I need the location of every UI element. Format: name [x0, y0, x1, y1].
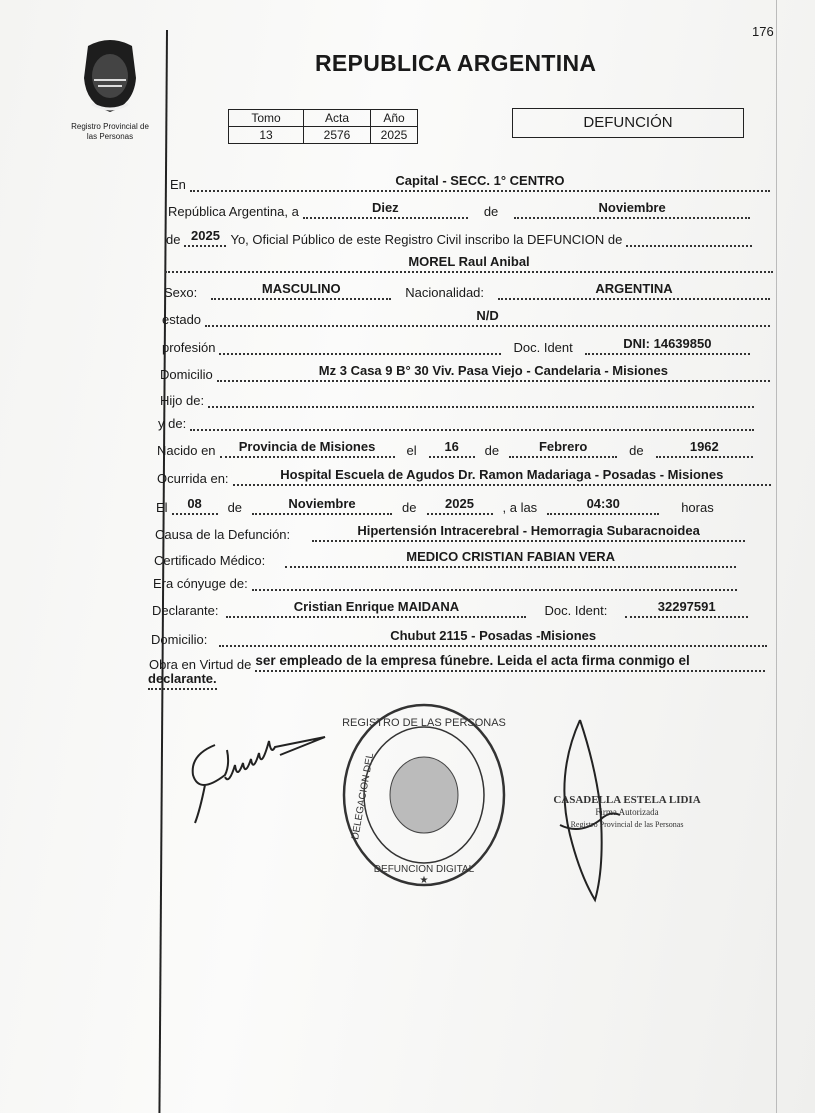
father-field — [208, 388, 754, 408]
acta-value: 2576 — [304, 127, 371, 144]
document-title: REPUBLICA ARGENTINA — [315, 50, 597, 76]
label: Nacido en — [157, 443, 216, 458]
row-sex — [164, 280, 774, 300]
birth-month-field: Febrero — [509, 438, 617, 458]
label: de — [402, 500, 417, 515]
svg-text:DEFUNCION DIGITAL: DEFUNCION DIGITAL — [373, 864, 475, 875]
row-virtue-2 — [148, 670, 248, 690]
label: Obra en Virtud de — [149, 657, 252, 672]
row-cause — [155, 522, 749, 542]
row-virtue — [149, 652, 769, 672]
label: Ocurrida en: — [157, 471, 229, 486]
death-month-field: Noviembre — [252, 495, 392, 515]
label: y de: — [158, 416, 187, 431]
official-seal — [338, 700, 510, 890]
label: Domicilio — [160, 367, 213, 382]
label: Sexo: — [164, 285, 198, 300]
official-stamp: CASADELLA ESTELA LIDIA Firma Autorizada Registro Provincial de las Personas — [553, 794, 701, 829]
svg-text:DELEGACION DEL: DELEGACION DEL — [350, 752, 377, 841]
label: Yo, Oficial Público de este Registro Civil inscribo la DEFUNCION de — [230, 232, 623, 247]
reference-table — [228, 109, 418, 144]
anio-value: 2025 — [371, 127, 418, 144]
declarant-signature — [185, 715, 335, 830]
virtue-field: ser empleado de la empresa fúnebre. Leida el acta firma conmigo el — [255, 652, 765, 672]
label: de — [484, 443, 500, 458]
row-declarant — [152, 598, 752, 618]
tomo-header: Tomo — [229, 110, 304, 127]
label: República Argentina, a — [168, 204, 299, 219]
row-declarant-address — [151, 627, 771, 647]
death-year-field: 2025 — [427, 495, 493, 515]
document-field: DNI: 14639850 — [585, 335, 750, 355]
address-field: Mz 3 Casa 9 B° 30 Viv. Pasa Viejo - Candelaria - Misiones — [217, 362, 770, 382]
label: Hijo de: — [160, 393, 205, 408]
sex-field: MASCULINO — [211, 280, 391, 300]
label: Domicilio: — [151, 632, 208, 647]
year-field: 2025 — [184, 227, 226, 247]
label: de — [629, 443, 644, 458]
label: Era cónyuge de: — [153, 576, 248, 591]
death-day-field: 08 — [172, 495, 218, 515]
day-field: Diez — [303, 199, 468, 219]
blank — [626, 227, 752, 247]
label: de — [483, 204, 499, 219]
acta-header: Acta — [304, 110, 371, 127]
row-year — [166, 227, 756, 247]
row-doctor — [154, 548, 740, 568]
birth-year-field: 1962 — [656, 438, 753, 458]
certificate-type-box: DEFUNCIÓN — [512, 108, 744, 138]
label: profesión — [162, 340, 216, 355]
declarant-address-field: Chubut 2115 - Posadas -Misiones — [219, 627, 767, 647]
label: horas — [681, 500, 714, 515]
label: Causa de la Defunción: — [155, 527, 291, 542]
svg-text:★: ★ — [419, 875, 429, 886]
label: Declarante: — [152, 603, 219, 618]
place-field: Capital - SECC. 1° CENTRO — [190, 172, 770, 192]
label: Doc. Ident — [513, 340, 573, 355]
label: Nacionalidad: — [405, 285, 485, 300]
row-date — [168, 199, 754, 219]
row-profession — [162, 335, 754, 355]
profession-field — [219, 335, 501, 355]
mother-field — [190, 411, 754, 431]
doctor-field: MEDICO CRISTIAN FABIAN VERA — [285, 548, 736, 568]
registry-logo — [78, 38, 142, 114]
page-number: 176 — [752, 24, 774, 39]
tomo-value: 13 — [229, 127, 304, 144]
civil-status-field: N/D — [205, 307, 770, 327]
death-place-field: Hospital Escuela de Agudos Dr. Ramon Madariaga - Posadas - Misiones — [233, 466, 771, 486]
birthplace-field: Provincia de Misiones — [220, 438, 395, 458]
row-death-date — [156, 495, 762, 515]
nationality-field: ARGENTINA — [498, 280, 770, 300]
row-name — [165, 253, 773, 273]
row-status — [162, 307, 774, 327]
row-place — [170, 172, 774, 192]
cause-field: Hipertensión Intracerebral - Hemorragia Subaracnoidea — [312, 522, 745, 542]
label: de — [227, 500, 243, 515]
row-spouse — [153, 571, 741, 591]
row-birth — [157, 438, 757, 458]
logo-caption: Registro Provincial de las Personas — [71, 122, 149, 141]
label: En — [170, 177, 186, 192]
page-edge — [776, 0, 777, 1113]
label: , a las — [502, 500, 538, 515]
month-field: Noviembre — [514, 199, 750, 219]
label: estado — [162, 312, 202, 327]
virtue-field-cont: declarante. — [148, 670, 217, 690]
row-address — [160, 362, 774, 382]
label: Certificado Médico: — [154, 553, 266, 568]
row-father — [160, 388, 758, 408]
label: El — [156, 500, 168, 515]
anio-header: Año — [371, 110, 418, 127]
label: Doc. Ident: — [544, 603, 608, 618]
birth-day-field: 16 — [429, 438, 475, 458]
spouse-field — [252, 571, 737, 591]
label: de — [166, 232, 181, 247]
deceased-name-field: MOREL Raul Anibal — [165, 253, 773, 273]
row-occurred — [157, 466, 775, 486]
row-mother — [158, 411, 758, 431]
death-time-field: 04:30 — [547, 495, 659, 515]
declarant-doc-field: 32297591 — [625, 598, 748, 618]
declarant-field: Cristian Enrique MAIDANA — [226, 598, 526, 618]
svg-text:REGISTRO DE LAS PERSONAS: REGISTRO DE LAS PERSONAS — [342, 717, 506, 729]
label: el — [406, 443, 417, 458]
